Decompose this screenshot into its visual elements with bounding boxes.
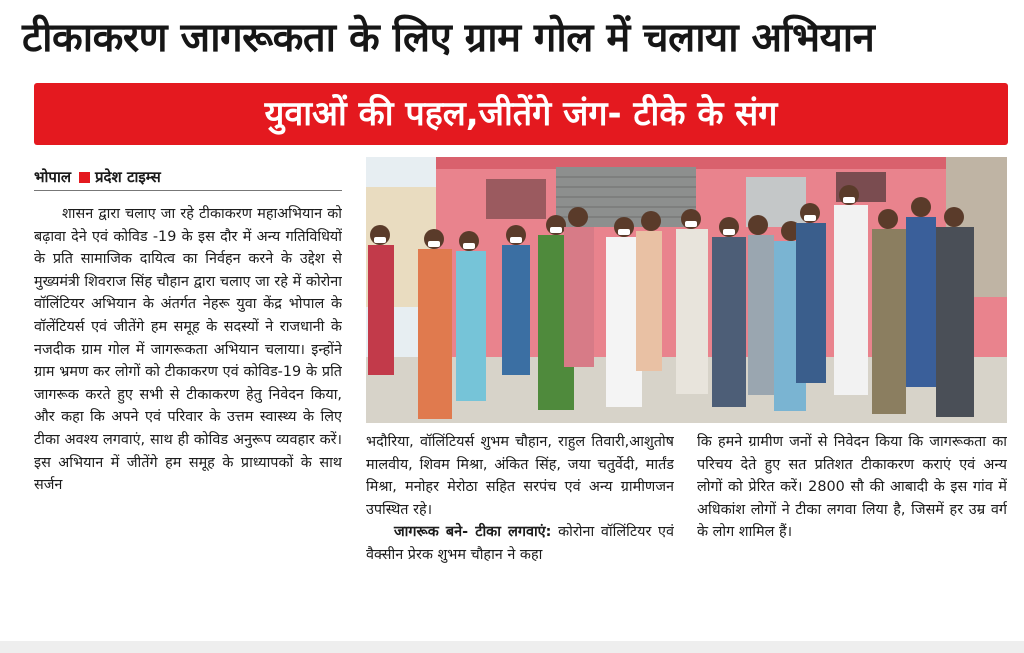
article-column-1: शासन द्वारा चलाए जा रहे टीकाकरण महाअभियान को बढ़ावा देने एवं कोविड -19 के इस दौर में अन्य गतिविधियों के प्रति सामाजिक दायित्व का निर्वहन करने के उद्देश से मुख्यमंत्री शिवराज सिंह चौहान द्वारा चलाए जा रहे में कोरोना वॉलिंटियर अभियान के अंतर्गत नेहरू युवा केंद्र भोपाल के वॉलेंटियर्स एवं जीतेंगे हम समूह के सदस्यों ने राजधानी के नजदीक ग्राम गोल में जागरूकता अभियान चलाया। इन्होंने ग्राम भ्रमण कर लोगों को टीकाकरण एवं कोविड-19 के प्रति जागरूक करते हुए सभी से टीकाकरण हेतु निवेदन किया, और कहा कि अपने एवं परिवार के उत्तम स्वास्थ्य के लिए टीका अवश्य लगवाएं, साथ ही कोविड अनुरूप व्यवहार करें। इस अभियान में जीतेंगे हम समूह के प्राध्यापकों के साथ सर्जन xyxy=(34,206,342,494)
col2-paragraph-2-text: कोरोना वॉलिंटियर एवं वैक्सीन प्रेरक शुभम चौहान ने कहा xyxy=(366,524,674,563)
group-photo xyxy=(366,157,1007,423)
dateline-city: भोपाल xyxy=(34,168,72,186)
col2-lead: जागरूक बने- टीका लगवाएं: xyxy=(394,524,552,541)
red-square-icon xyxy=(79,172,90,183)
headline: टीकाकरण जागरूकता के लिए ग्राम गोल में चलाया अभियान xyxy=(22,15,875,61)
col2-paragraph-1: भदौरिया, वॉलिंटियर्स शुभम चौहान, राहुल तिवारी,आशुतोष मालवीय, शिवम मिश्रा, अंकित सिंह, जया चतुर्वेदी, मार्तंड मिश्रा, मनोहर मेरोठा सहित सरपंच एवं अन्य ग्रामीणजन उपस्थित रहे। xyxy=(366,434,674,518)
dateline-source: प्रदेश टाइम्स xyxy=(95,168,161,186)
article-column-2 xyxy=(366,431,674,581)
dateline xyxy=(34,164,342,191)
subheadline-banner xyxy=(34,83,1008,145)
col2-paragraph-2 xyxy=(366,521,674,566)
bottom-strip xyxy=(0,641,1024,653)
banner-text: युवाओं की पहल,जीतेंगे जंग- टीके के संग xyxy=(264,94,778,134)
article-column-3: कि हमने ग्रामीण जनों से निवेदन किया कि जागरूकता का परिचय देते हुए सत प्रतिशत टीकाकरण कराएं एवं अन्य लोगों को प्रेरित करें। 2800 सौ की आबादी के इस गांव में अधिकांश लोगों ने टीका लगवा लिया है, जिसमें हर उम्र वर्ग के लोग शामिल हैं। xyxy=(697,434,1007,541)
